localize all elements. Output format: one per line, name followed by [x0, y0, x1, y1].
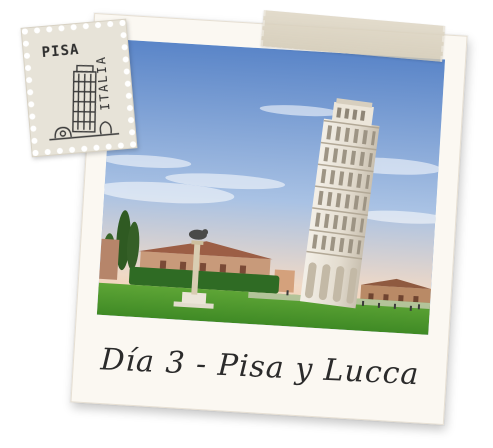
stamp-country-label: ITALIA — [93, 54, 113, 112]
photo-illustration — [97, 39, 445, 335]
stamp-body — [22, 20, 137, 157]
tower-illustration-icon — [43, 59, 120, 147]
polaroid-caption: Día 3 - Pisa y Lucca — [99, 341, 421, 392]
postage-stamp — [22, 20, 137, 157]
photo-leaning-tower-pisa — [97, 39, 445, 335]
stamp-city-label: PISA — [41, 41, 81, 62]
